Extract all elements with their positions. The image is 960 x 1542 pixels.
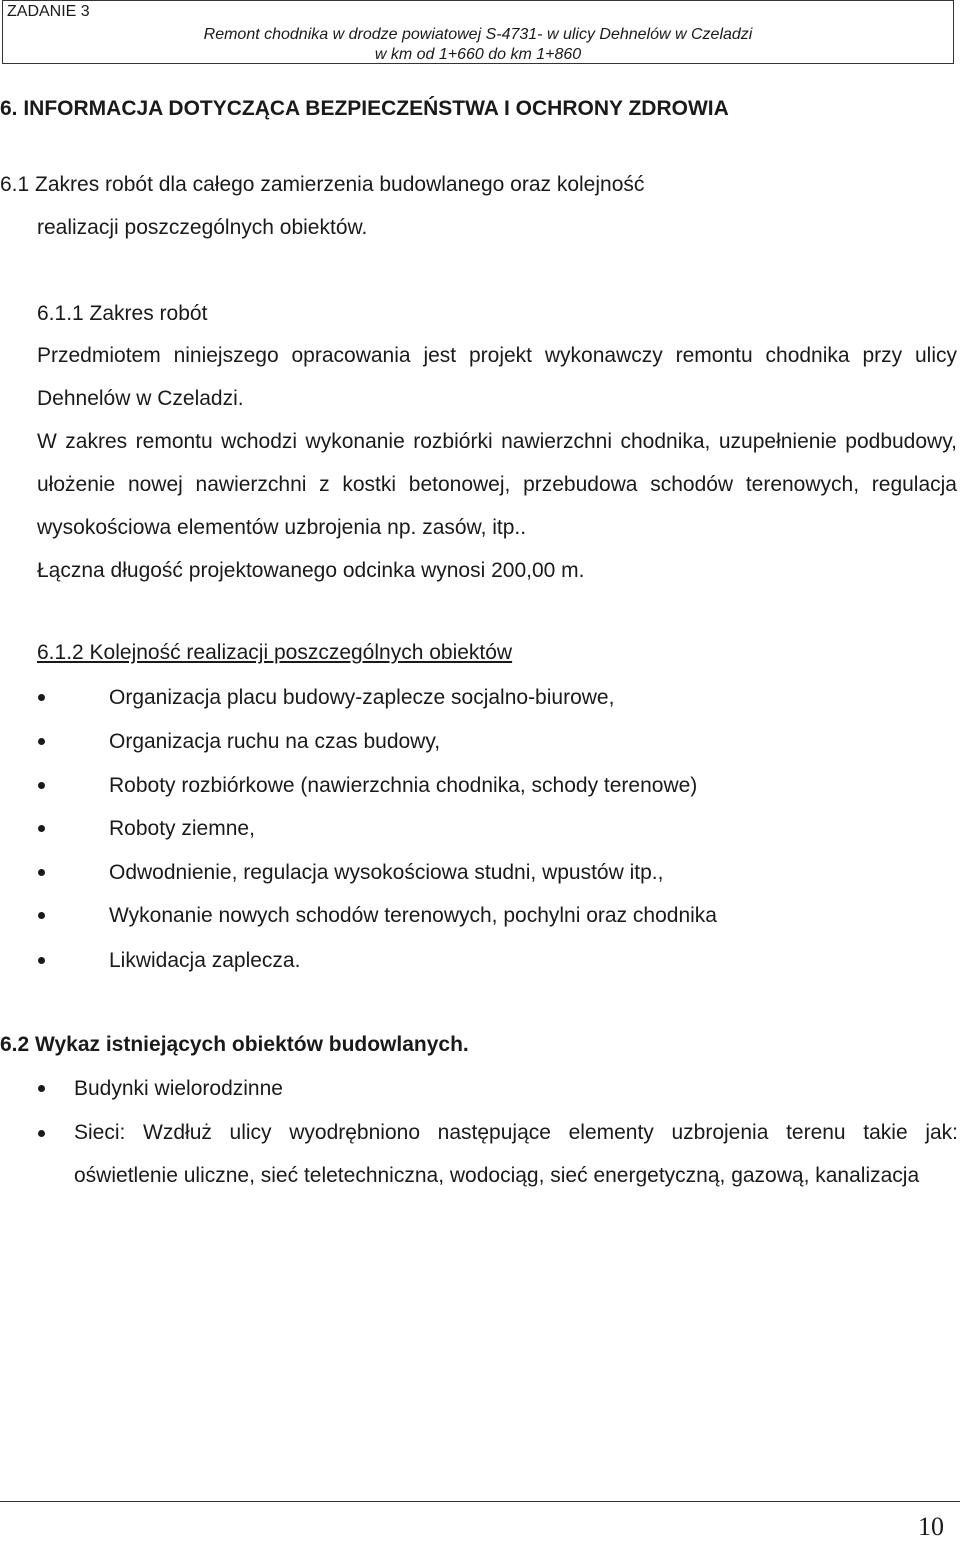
subsection-6-1-line1: 6.1 Zakres robót dla całego zamierzenia budowlanego oraz kolejność xyxy=(0,173,645,196)
list-item-label: Roboty ziemne, xyxy=(109,817,255,840)
header-title xyxy=(3,25,953,65)
bullet-icon xyxy=(38,738,45,745)
subsection-6-2-heading: 6.2 Wykaz istniejących obiektów budowlanych. xyxy=(0,1033,469,1056)
task-label: ZADANIE 3 xyxy=(7,3,90,20)
bullet-icon xyxy=(38,869,45,876)
bullet-icon xyxy=(38,1130,45,1137)
bullet-icon xyxy=(38,694,45,701)
header-title-line1: Remont chodnika w drodze powiatowej S-4731- w ulicy Dehnelów w Czeladzi xyxy=(203,26,753,43)
page-number: 10 xyxy=(918,1512,944,1541)
footer-divider xyxy=(0,1501,960,1502)
list-item-label: Roboty rozbiórkowe (nawierzchnia chodnika, schody terenowe) xyxy=(109,774,698,797)
subsection-6-1-2-heading: 6.1.2 Kolejność realizacji poszczególnych obiektów xyxy=(37,641,513,664)
list-item-label: Organizacja placu budowy-zaplecze socjalno-biurowe, xyxy=(109,686,615,709)
bullet-icon xyxy=(38,782,45,789)
scope-details-paragraph: W zakres remontu wchodzi wykonanie rozbiórki nawierzchni chodnika, uzupełnienie podbudowy, ułożenie nowej nawierzchni z kostki betonowej, przebudowa schodów terenowych, regulacja wysokościowa elementów uzbrojenia np. zasów, itp.. xyxy=(37,430,957,539)
subsection-6-1-line2: realizacji poszczególnych obiektów. xyxy=(37,216,368,239)
list-item-label: Sieci: Wzdłuż ulicy wyodrębniono następujące elementy uzbrojenia terenu takie jak: oświetlenie uliczne, sieć teletechniczna, wodociąg, sieć energetyczną, gazową, kanalizacja xyxy=(74,1121,958,1187)
list-item-label: Wykonanie nowych schodów terenowych, pochylni oraz chodnika xyxy=(109,904,717,927)
bullet-icon xyxy=(38,957,45,964)
list-item-label: Odwodnienie, regulacja wysokościowa studni, wpustów itp., xyxy=(109,861,664,884)
header-title-line2: w km od 1+660 do km 1+860 xyxy=(374,46,582,63)
section-heading: 6. INFORMACJA DOTYCZĄCA BEZPIECZEŃSTWA I OCHRONY ZDROWIA xyxy=(0,97,729,120)
bullet-icon xyxy=(38,825,45,832)
scope-paragraph: Przedmiotem niniejszego opracowania jest projekt wykonawczy remontu chodnika przy ulicy Dehnelów w Czeladzi. xyxy=(37,344,957,410)
subsection-6-1-1-heading: 6.1.1 Zakres robót xyxy=(37,302,208,325)
total-length-paragraph: Łączna długość projektowanego odcinka wynosi 200,00 m. xyxy=(37,559,585,582)
document-header xyxy=(2,0,954,64)
list-item-label: Organizacja ruchu na czas budowy, xyxy=(109,730,441,753)
list-item-label: Likwidacja zaplecza. xyxy=(109,949,301,972)
bullet-icon xyxy=(38,1085,45,1092)
list-item-label: Budynki wielorodzinne xyxy=(74,1077,283,1100)
bullet-icon xyxy=(38,912,45,919)
